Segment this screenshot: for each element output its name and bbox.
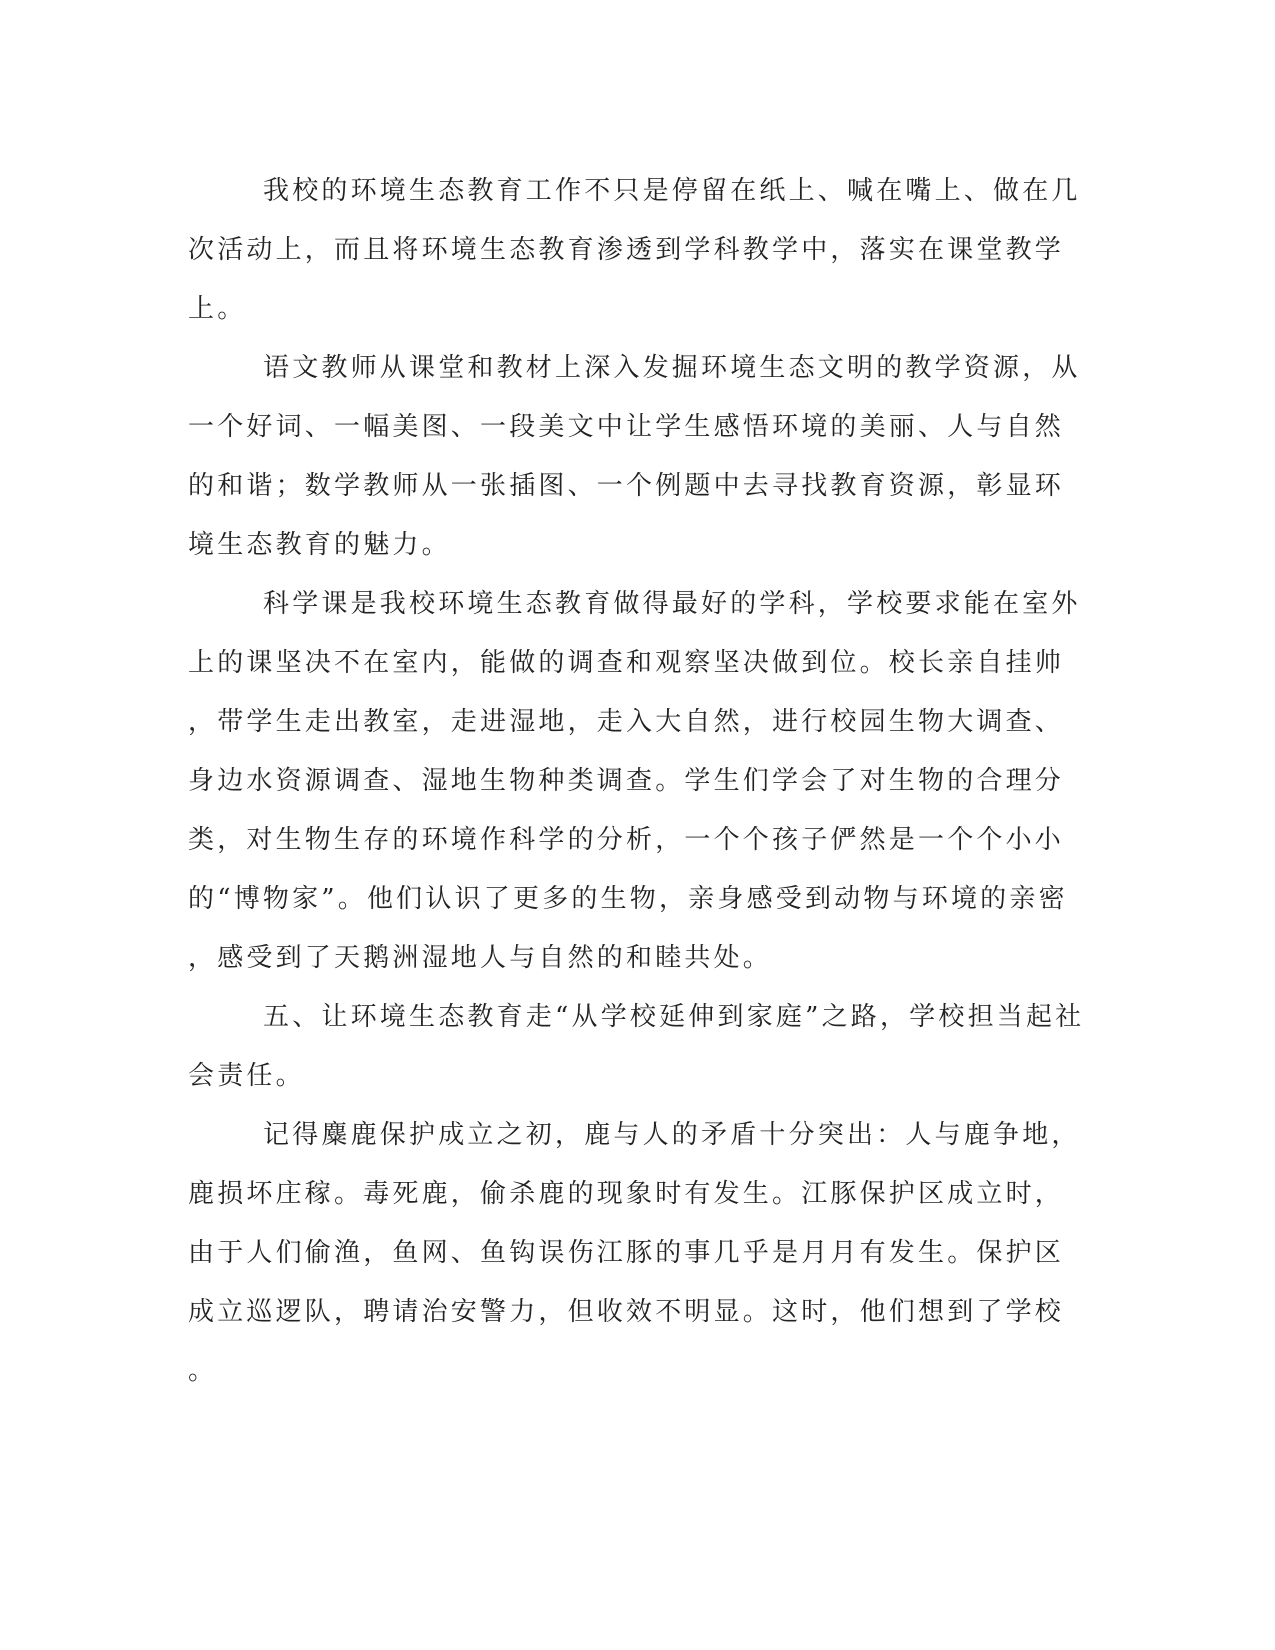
text-line: 的“博物家”。他们认识了更多的生物，亲身感受到动物与环境的亲密 (188, 884, 1068, 914)
text-line: 上。 (188, 294, 247, 324)
text-line: 成立巡逻队，聘请治安警力，但收效不明显。这时，他们想到了学校 (188, 1297, 1065, 1327)
text-line: 身边水资源调查、湿地生物种类调查。学生们学会了对生物的合理分 (188, 766, 1065, 796)
text-line: ，带学生走出教室，走进湿地，走入大自然，进行校园生物大调查、 (188, 707, 1065, 737)
text-line: ，感受到了天鹅洲湿地人与自然的和睦共处。 (188, 943, 773, 973)
text-line: 上的课坚决不在室内，能做的调查和观察坚决做到位。校长亲自挂帅 (188, 648, 1065, 678)
text-line: 由于人们偷渔，鱼网、鱼钩误伤江豚的事几乎是月月有发生。保护区 (188, 1238, 1065, 1268)
text-line: 的和谐；数学教师从一张插图、一个例题中去寻找教育资源，彰显环 (188, 471, 1065, 501)
text-line: 一个好词、一幅美图、一段美文中让学生感悟环境的美丽、人与自然 (188, 412, 1065, 442)
text-line: 语文教师从课堂和教材上深入发掘环境生态文明的教学资源，从 (263, 353, 1081, 383)
text-line: 类，对生物生存的环境作科学的分析，一个个孩子俨然是一个个小小 (188, 825, 1065, 855)
text-line: 境生态教育的魅力。 (188, 530, 451, 560)
text-line: 我校的环境生态教育工作不只是停留在纸上、喊在嘴上、做在几 (263, 176, 1081, 206)
text-line: 。 (188, 1356, 218, 1386)
text-line: 五、让环境生态教育走“从学校延伸到家庭”之路，学校担当起社 (263, 1002, 1085, 1032)
text-line: 科学课是我校环境生态教育做得最好的学科，学校要求能在室外 (263, 589, 1081, 619)
text-line: 记得麋鹿保护成立之初，鹿与人的矛盾十分突出：人与鹿争地， (263, 1120, 1081, 1150)
text-line: 次活动上，而且将环境生态教育渗透到学科教学中，落实在课堂教学 (188, 235, 1065, 265)
text-line: 会责任。 (188, 1061, 305, 1091)
body-text (188, 162, 1085, 1401)
text-line: 鹿损坏庄稼。毒死鹿，偷杀鹿的现象时有发生。江豚保护区成立时， (188, 1179, 1065, 1209)
